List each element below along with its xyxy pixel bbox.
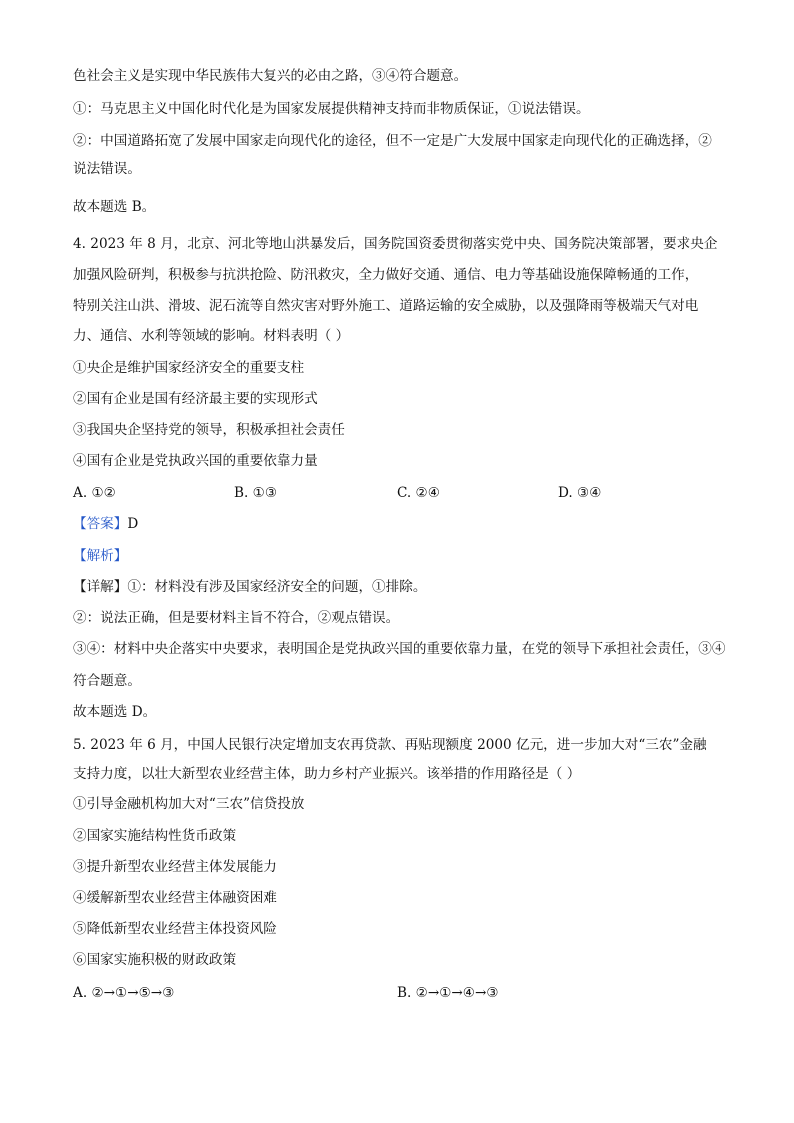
q4-option-c: C. ②④	[397, 485, 440, 501]
q4-option-b: B. ①③	[234, 485, 278, 501]
q4-stem-line: 4. 2023 年 8 月，北京、河北等地山洪暴发后，国务院国资委贯彻落实党中央、国务院决策部署，要求央企	[73, 236, 718, 252]
q4-detail-line: ③④：材料中央企落实中央要求，表明国企是党执政兴国的重要依靠力量，在党的领导下承担社会责任，③④	[73, 641, 726, 657]
prev-conclusion: 故本题选 B。	[73, 199, 156, 215]
q4-stem-line: 特别关注山洪、滑坡、泥石流等自然灾害对野外施工、道路运输的安全威胁，以及强降雨等极端天气对电	[73, 298, 699, 314]
q4-answer-line	[73, 515, 138, 533]
q5-item: ③提升新型农业经营主体发展能力	[73, 859, 277, 875]
q5-item: ②国家实施结构性货币政策	[73, 828, 237, 844]
q5-item: ④缓解新型农业经营主体融资困难	[73, 890, 277, 906]
q4-stem-line: 加强风险研判，积极参与抗洪抢险、防汛救灾，全力做好交通、通信、电力等基础设施保障畅通的工作，	[73, 267, 699, 283]
q4-option-a: A. ①②	[73, 485, 116, 501]
q5-stem-line: 5. 2023 年 6 月，中国人民银行决定增加支农再贷款、再贴现额度 2000 亿元，进一步加大对“三农”金融	[73, 737, 707, 753]
prev-text-line: 说法错误。	[73, 161, 141, 177]
q4-detail-line: ②：说法正确，但是要材料主旨不符合，②观点错误。	[73, 610, 400, 626]
q5-item: ⑥国家实施积极的财政政策	[73, 952, 237, 968]
analysis-label: 【解析】	[73, 548, 128, 564]
answer-label: 【答案】	[73, 516, 128, 532]
prev-text-line: 色社会主义是实现中华民族伟大复兴的必由之路，③④符合题意。	[73, 68, 468, 84]
q4-analysis-line	[73, 547, 127, 565]
answer-value: D	[127, 516, 139, 532]
q5-item: ①引导金融机构加大对“三农”信贷投放	[73, 796, 305, 812]
prev-text-line: ②：中国道路拓宽了发展中国家走向现代化的途径，但不一定是广大发展中国家走向现代化的正确选择，②	[73, 133, 712, 149]
detail-text: ①：材料没有涉及国家经济安全的问题，①排除。	[127, 579, 427, 595]
prev-text-line: ①：马克思主义中国化时代化是为国家发展提供精神支持而非物质保证，①说法错误。	[73, 101, 590, 117]
q4-conclusion: 故本题选 D。	[73, 704, 157, 720]
q4-item: ③我国央企坚持党的领导，积极承担社会责任	[73, 422, 345, 438]
q4-detail-line: 符合题意。	[73, 673, 141, 689]
detail-label: 【详解】	[73, 579, 128, 595]
q4-detail-line	[73, 578, 426, 596]
q4-item: ①央企是维护国家经济安全的重要支柱	[73, 360, 305, 376]
q4-stem-line: 力、通信、水利等领域的影响。材料表明（ ）	[73, 328, 350, 344]
q4-item: ④国有企业是党执政兴国的重要依靠力量	[73, 453, 318, 469]
q4-item: ②国有企业是国有经济最主要的实现形式	[73, 391, 318, 407]
q5-option-a: A. ②→①→⑤→③	[73, 985, 175, 1001]
q5-stem-line: 支持力度，以壮大新型农业经营主体，助力乡村产业振兴。该举措的作用路径是（ ）	[73, 766, 581, 782]
q5-item: ⑤降低新型农业经营主体投资风险	[73, 921, 277, 937]
q4-option-d: D. ③④	[558, 485, 602, 501]
q5-option-b: B. ②→①→④→③	[397, 985, 499, 1001]
